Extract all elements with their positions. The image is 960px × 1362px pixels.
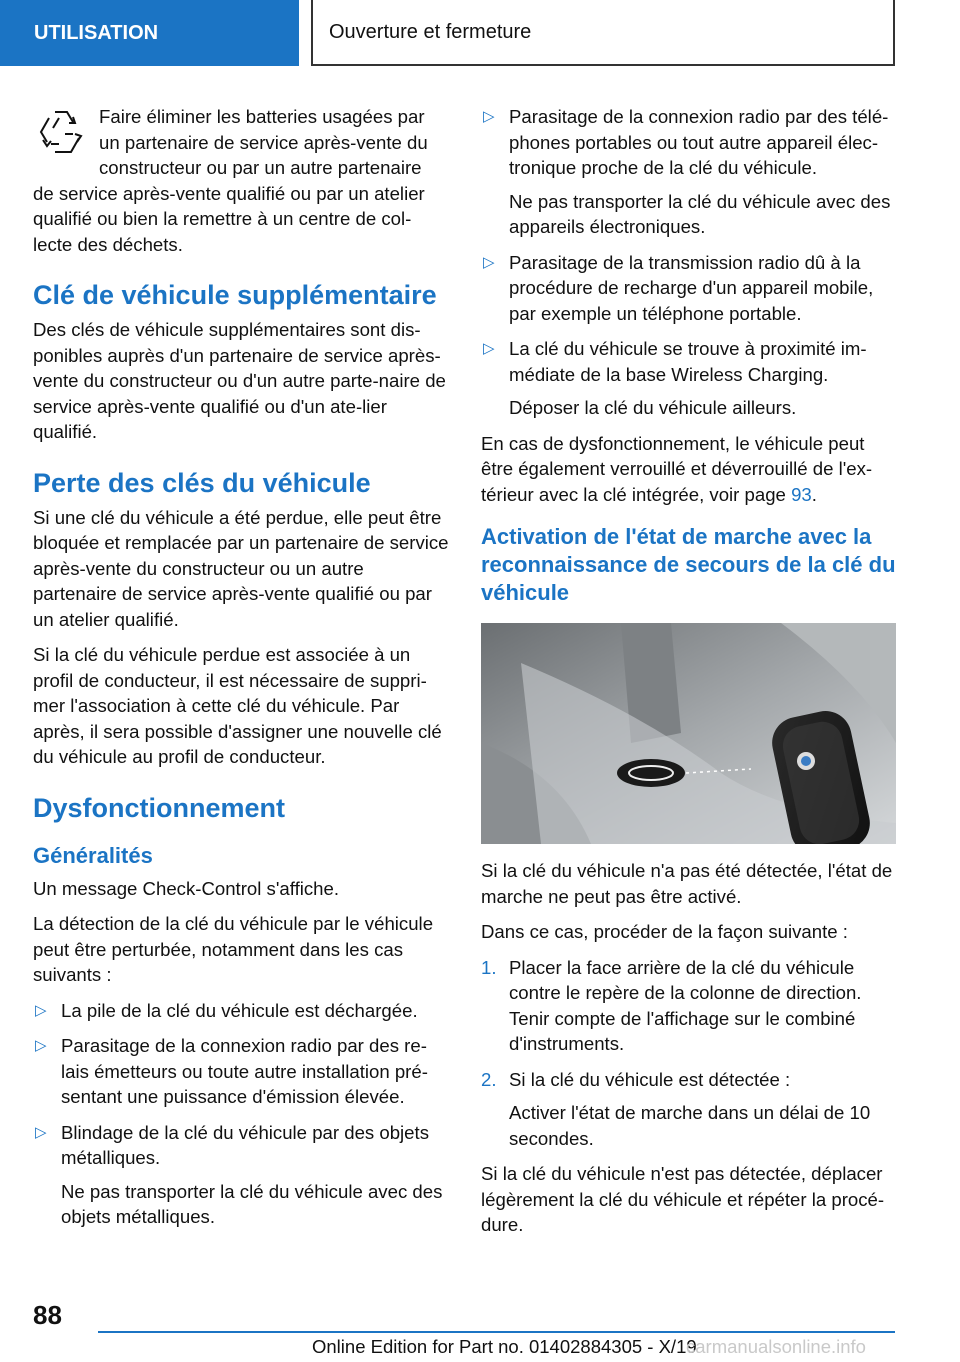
paragraph: Si une clé du véhicule a été perdue, elle peut être bloquée et remplacée par un partenaire de service après-vente du constructeur ou un autre partenaire de service après-vente qualifié ou par un atelier qualifié.	[33, 506, 449, 630]
list-item	[481, 1067, 896, 1152]
page-number: 88	[33, 1300, 62, 1330]
list-item-subtext: Activer l'état de marche dans un délai de 10 secondes.	[509, 1102, 871, 1149]
numbered-list	[481, 955, 896, 1152]
list-item	[481, 336, 896, 421]
watermark: carmanualsonline.info	[686, 1336, 866, 1357]
left-column	[33, 104, 449, 1240]
heading-malfunction: Dysfonctionnement	[33, 792, 286, 823]
text-span: En cas de dysfonctionnement, le véhicule peut être également verrouillé et déverrouillé de l'ex-térieur avec la clé intégrée, voir page	[481, 432, 873, 505]
list-item-subtext: Ne pas transporter la clé du véhicule avec des objets métalliques.	[61, 1180, 443, 1227]
paragraph: La détection de la clé du véhicule par le véhicule peut être perturbée, notamment dans les cas suivants :	[33, 913, 434, 985]
paragraph: Des clés de véhicule supplémentaires sont dis-ponibles auprès d'un partenaire de service après-vente du constructeur ou d'un autre parte-naire de service après-vente qualifié ou d'un ate-lier qualifié.	[33, 319, 446, 442]
list-item-text: Blindage de la clé du véhicule par des objets métalliques.	[61, 1121, 429, 1168]
triangle-bullet-icon: ▷	[483, 253, 495, 271]
list-item	[481, 955, 896, 1057]
list-item	[33, 1120, 449, 1230]
recycle-note	[33, 104, 449, 181]
list-item	[33, 1033, 449, 1110]
list-item-text: Parasitage de la connexion radio par des télé-phones portables ou tout autre appareil élec-tronique proche de la clé du véhicule.	[509, 106, 889, 178]
key-steering-column-photo	[481, 623, 896, 844]
list-item	[481, 250, 896, 327]
paragraph: Si la clé du véhicule n'est pas détectée, déplacer légèrement la clé du véhicule et répéter la procé-dure.	[481, 1163, 885, 1235]
recycle-line: un partenaire de service après-vente du	[99, 131, 428, 153]
list-item	[481, 104, 896, 240]
recycle-text: de service après-vente qualifié ou par un atelier qualifié ou bien la remettre à un centre de col-lecte des déchets.	[33, 182, 425, 255]
recycle-line: Faire éliminer les batteries usagées par	[99, 106, 425, 127]
list-item-text: Parasitage de la transmission radio dû à la procédure de recharge d'un appareil mobile, par exemple un téléphone portable.	[509, 251, 874, 324]
paragraph: Si la clé du véhicule perdue est associée à un profil de conducteur, il est nécessaire de suppri-mer l'association à cette clé du véhicule. Par après, il sera possible d'assigner une nouvelle clé du véhicule au profil de conducteur.	[33, 644, 442, 767]
list-item-text: La pile de la clé du véhicule est déchargée.	[61, 999, 418, 1021]
text-span: .	[811, 483, 817, 505]
list-item-text: Parasitage de la connexion radio par des re-lais émetteurs ou toute autre installation pré-sentant une puissance d'émission élevée.	[61, 1035, 428, 1107]
heading-activation: Activation de l'état de marche avec la reconnaissance de secours de la clé du véhicule	[481, 524, 896, 605]
list-item-text: Si la clé du véhicule est détectée :	[509, 1068, 791, 1090]
bullet-list	[33, 998, 449, 1230]
list-item-subtext: Déposer la clé du véhicule ailleurs.	[509, 397, 797, 418]
paragraph: Un message Check-Control s'affiche.	[33, 877, 340, 899]
triangle-bullet-icon: ▷	[35, 1037, 47, 1054]
right-column	[481, 104, 896, 1248]
list-item-subtext: Ne pas transporter la clé du véhicule avec des appareils électroniques.	[509, 190, 891, 237]
list-item	[33, 998, 449, 1024]
triangle-bullet-icon: ▷	[35, 1001, 47, 1019]
step-number: 1.	[481, 956, 497, 978]
edition-text: Online Edition for Part no. 01402884305 - X/19	[312, 1336, 697, 1357]
recycle-lines	[99, 104, 449, 181]
section-tab[interactable]: UTILISATION	[0, 0, 299, 66]
heading-lost-keys: Perte des clés du véhicule	[33, 467, 371, 498]
chapter-title: Ouverture et fermeture	[311, 0, 895, 66]
step-number: 2.	[481, 1068, 497, 1090]
paragraph	[481, 431, 896, 508]
triangle-bullet-icon: ▷	[483, 108, 495, 125]
triangle-bullet-icon: ▷	[483, 340, 495, 357]
recycle-line: constructeur ou par un autre partenaire	[99, 157, 422, 178]
footer-divider	[98, 1331, 895, 1333]
list-item-text: Placer la face arrière de la clé du véhicule contre le repère de la colonne de direction. Tenir compte de l'affichage sur le combiné d'instruments.	[509, 956, 862, 1054]
triangle-bullet-icon: ▷	[35, 1123, 47, 1141]
bullet-list	[481, 104, 896, 421]
recycle-icon	[33, 104, 89, 164]
heading-spare-key: Clé de véhicule supplémentaire	[33, 280, 437, 310]
page-link[interactable]: 93	[791, 483, 812, 505]
list-item-text: La clé du véhicule se trouve à proximité im-médiate de la base Wireless Charging.	[509, 338, 867, 385]
subheading-general: Généralités	[33, 842, 153, 868]
paragraph: Dans ce cas, procéder de la façon suivante :	[481, 921, 848, 942]
paragraph: Si la clé du véhicule n'a pas été détectée, l'état de marche ne peut pas être activé.	[481, 860, 893, 907]
